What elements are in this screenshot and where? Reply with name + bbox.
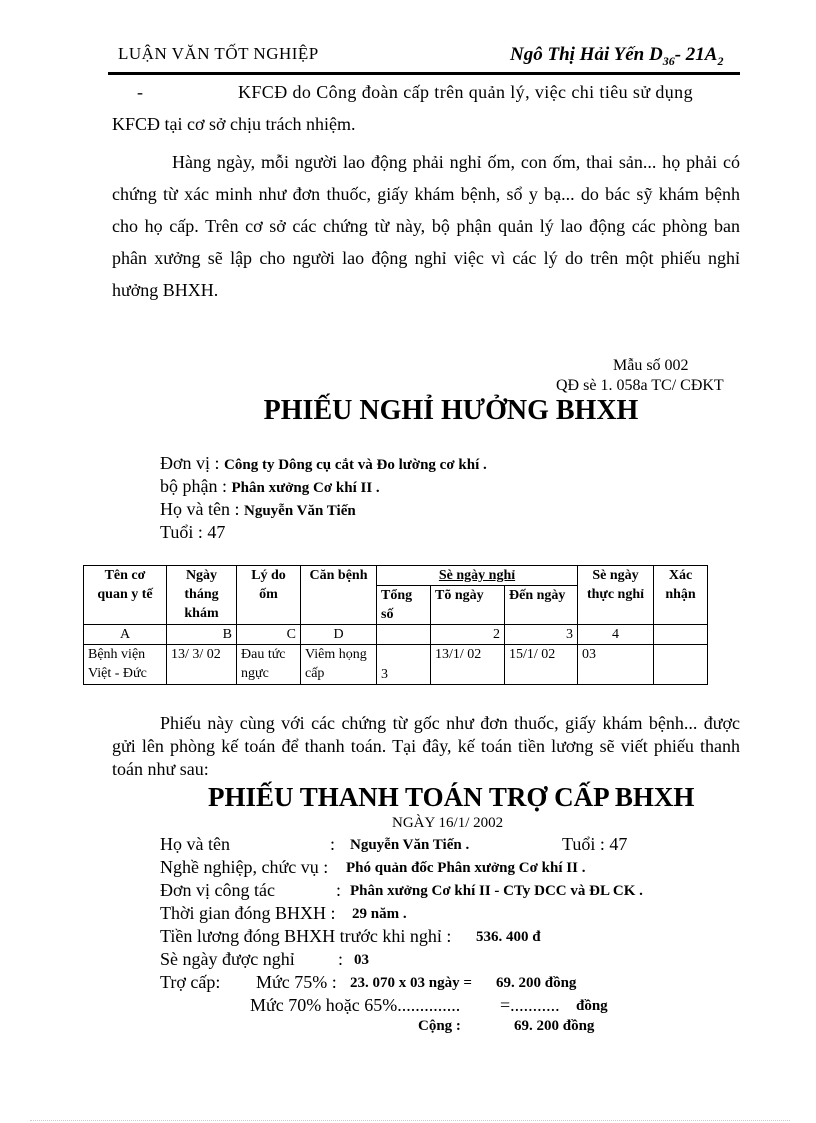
pay-name-colon: : [330, 834, 336, 854]
intro-line1: KFCĐ do Công đoàn cấp trên quản lý, việc chi tiêu sử dụng [238, 82, 693, 102]
name-value: Nguyễn Văn Tiến [243, 503, 356, 519]
pay-name-label: Họ và tên [160, 834, 230, 854]
pay-days-label: Sè ngày được nghỉ [160, 949, 295, 969]
form-decision: QĐ sè 1. 058a TC/ CĐKT [556, 377, 724, 394]
code-cell: C [237, 625, 301, 645]
name-label: Họ và tên : [160, 499, 240, 519]
author-sub1: 36 [662, 53, 675, 68]
code-cell: 2 [431, 625, 505, 645]
page-bottom-edge [30, 1120, 790, 1121]
pay-job-value: Phó quản đốc Phân xưởng Cơ khí II . [346, 860, 586, 876]
sick-leave-table [83, 565, 708, 685]
cell-actual: 03 [578, 645, 654, 685]
cell-confirm [654, 645, 708, 685]
unit-value: Công ty Dông cụ cắt và Đo lường cơ khí . [224, 457, 487, 473]
header-title: LUẬN VĂN TỐT NGHIỆP [118, 44, 319, 63]
col-date: Ngày tháng khám [167, 566, 237, 625]
pay-rate70-unit: đồng [576, 998, 608, 1014]
code-cell: A [84, 625, 167, 645]
pay-allowance-label: Trợ cấp: [160, 972, 221, 992]
col-facility: Tên cơ quan y tế [84, 566, 167, 625]
code-cell: 3 [505, 625, 578, 645]
author-sub2: 2 [717, 53, 724, 68]
dept-value: Phân xưởng Cơ khí II . [231, 480, 380, 496]
col-actual: Sè ngày thực nghỉ [578, 566, 654, 625]
dept-row [160, 476, 380, 497]
col-to: Đến ngày [505, 586, 578, 625]
cell-date: 13/ 3/ 02 [167, 645, 237, 685]
table-code-row [84, 625, 708, 645]
author-name: Ngô Thị Hải Yến D [510, 44, 663, 65]
header-author [510, 44, 723, 69]
pay-days-value: 03 [354, 952, 369, 968]
cell-total: 3 [377, 645, 431, 685]
code-cell: 4 [578, 625, 654, 645]
pay-rate70-eq: =........... [500, 995, 560, 1015]
age-row: Tuổi : 47 [160, 522, 226, 542]
col-total: Tổng số [377, 586, 431, 625]
cell-from: 13/1/ 02 [431, 645, 505, 685]
pay-total-value: 69. 200 đồng [514, 1018, 595, 1034]
unit-row [160, 453, 487, 474]
col-reason: Lý do ốm [237, 566, 301, 625]
pay-days-colon: : [338, 949, 344, 969]
pay-rate75-calc: 23. 070 x 03 ngày = [350, 975, 472, 991]
pay-job-label: Nghề nghiệp, chức vụ : [160, 857, 329, 877]
pay-contrib-value: 29 năm . [352, 906, 407, 922]
code-cell [654, 625, 708, 645]
pay-wage-label: Tiền lương đóng BHXH trước khi nghỉ : [160, 926, 452, 946]
cell-facility: Bệnh viện Việt - Đức [84, 645, 167, 685]
cell-disease: Viêm họng cấp [301, 645, 377, 685]
pay-wage-value: 536. 400 đ [476, 929, 541, 945]
col-days-group: Sè ngày nghỉ [377, 566, 578, 586]
pay-age: Tuổi : 47 [562, 834, 628, 854]
name-row [160, 499, 356, 520]
col-disease: Căn bệnh [301, 566, 377, 625]
pay-workplace-value: Phân xưởng Cơ khí II - CTy DCC và ĐL CK . [350, 883, 643, 899]
cell-to: 15/1/ 02 [505, 645, 578, 685]
col-from: Tõ ngày [431, 586, 505, 625]
col-confirm: Xác nhận [654, 566, 708, 625]
pay-workplace-label: Đơn vị công tác [160, 880, 275, 900]
pay-rate70-label: Mức 70% hoặc 65%.............. [250, 995, 461, 1015]
table-row [84, 645, 708, 685]
payment-date: NGÀY 16/1/ 2002 [392, 815, 504, 831]
form-number: Mẫu số 002 [613, 357, 689, 374]
pay-contrib-label: Thời gian đóng BHXH : [160, 903, 336, 923]
pay-rate75-result: 69. 200 đồng [496, 975, 577, 991]
pay-total-label: Cộng : [418, 1018, 461, 1034]
author-mid: - 21A [674, 44, 718, 65]
pay-workplace-colon: : [336, 880, 342, 900]
intro-dash: - [137, 82, 143, 102]
code-cell: B [167, 625, 237, 645]
code-cell [377, 625, 431, 645]
dept-label: bộ phận : [160, 476, 227, 496]
code-cell: D [301, 625, 377, 645]
pay-name-value: Nguyễn Văn Tiến . [350, 837, 470, 853]
middle-paragraph: Phiếu này cùng với các chứng từ gốc như đơn thuốc, giấy khám bệnh... được gửi lên phòng kế toán để thanh toán. Tại đây, kế toán tiền lương sẽ viết phiếu thanh toán như sau: [112, 713, 740, 779]
intro-paragraph: Hàng ngày, mỗi người lao động phải nghỉ ốm, con ốm, thai sản... họ phải có chứng từ xác minh như đơn thuốc, giấy khám bệnh, sổ y bạ... do bác sỹ khám bệnh cho họ cấp. Trên cơ sở các chứng từ này, bộ phận quản lý lao động các phòng ban phân xưởng sẽ lập cho người lao động nghỉ việc vì các lý do trên một phiếu nghỉ hưởng BHXH. [112, 152, 740, 300]
payment-title: PHIẾU THANH TOÁN TRỢ CẤP BHXH [208, 782, 695, 812]
unit-label: Đơn vị : [160, 453, 220, 473]
intro-line2: KFCĐ tại cơ sở chịu trách nhiệm. [112, 114, 356, 134]
header-divider [108, 72, 740, 75]
cell-reason: Đau tức ngực [237, 645, 301, 685]
sick-leave-title: PHIẾU NGHỈ HƯỞNG BHXH [263, 395, 639, 426]
pay-rate75-label: Mức 75% : [256, 972, 337, 992]
